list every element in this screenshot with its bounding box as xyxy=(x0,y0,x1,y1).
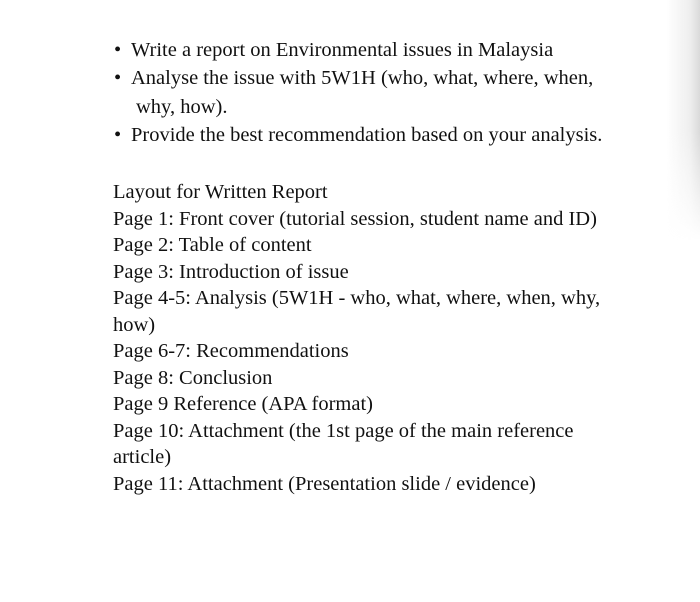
instruction-item xyxy=(113,36,673,65)
layout-line: Page 2: Table of content xyxy=(113,234,312,256)
layout-line: Page 8: Conclusion xyxy=(113,366,273,389)
layout-line: Page 1: Front cover (tutorial session, student name and ID) xyxy=(113,207,597,230)
layout-line: article) xyxy=(113,446,172,468)
instruction-text-continued: why, how). xyxy=(136,96,228,118)
instruction-text: Analyse the issue with 5W1H (who, what, where, when, xyxy=(131,67,594,89)
document-content xyxy=(113,36,673,497)
instruction-list xyxy=(113,36,673,150)
instruction-item xyxy=(113,64,673,122)
layout-line: Page 4-5: Analysis (5W1H - who, what, where, when, why, xyxy=(113,287,601,309)
layout-line: Page 11: Attachment (Presentation slide / evidence) xyxy=(113,472,536,495)
layout-heading: Layout for Written Report xyxy=(113,181,328,203)
instruction-text: Provide the best recommendation based on your analysis. xyxy=(131,124,603,146)
instruction-text: Write a report on Environmental issues in Malaysia xyxy=(131,39,554,61)
layout-line: Page 10: Attachment (the 1st page of the main reference xyxy=(113,419,574,442)
layout-line: how) xyxy=(113,313,156,336)
instruction-item xyxy=(113,121,673,150)
layout-line: Page 9 Reference (APA format) xyxy=(113,393,373,415)
layout-line: Page 3: Introduction of issue xyxy=(113,260,349,283)
report-layout-section xyxy=(113,179,673,497)
layout-line: Page 6-7: Recommendations xyxy=(113,340,349,362)
